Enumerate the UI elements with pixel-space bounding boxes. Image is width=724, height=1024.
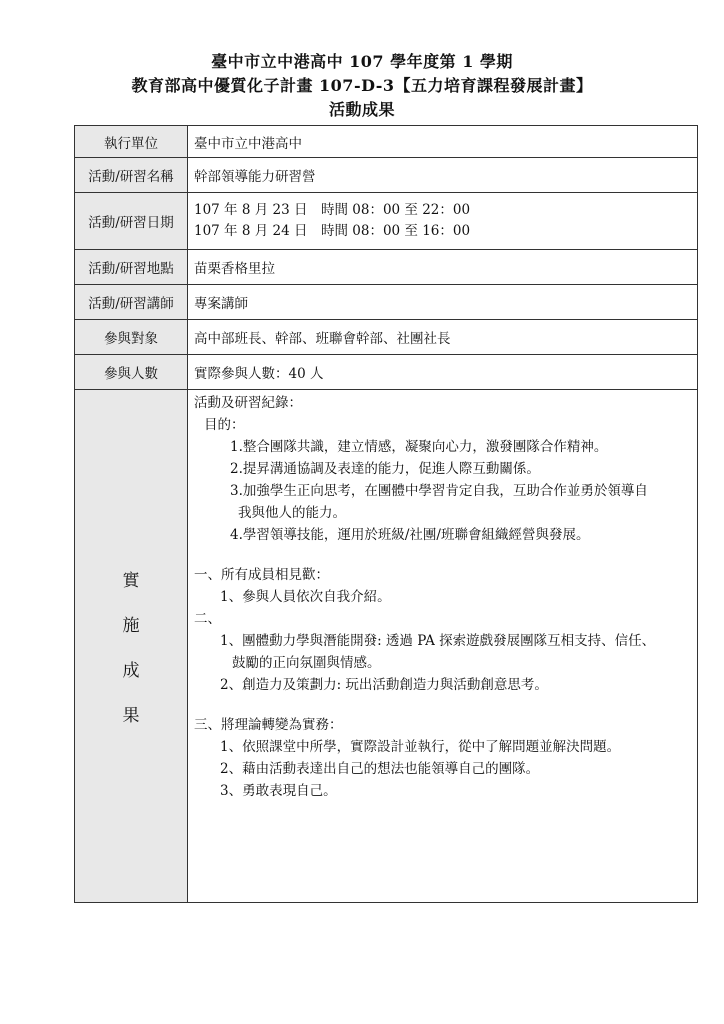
participants-target-value: 高中部班長、幹部、班聯會幹部、社團社長: [188, 320, 698, 355]
row-speaker: [75, 285, 698, 320]
activity-date-label: 活動/研習日期: [75, 193, 188, 250]
section-3-title: 三、將理論轉變為實務：: [194, 717, 343, 733]
unit-label: 執行單位: [75, 126, 188, 158]
speaker-label: 活動/研習講師: [75, 285, 188, 320]
section-3-item: 2、藉由活動表達出自己的想法也能領導自己的團隊。: [220, 761, 540, 777]
participant-count-label: 參與人數: [75, 355, 188, 390]
purpose-item-continued: 我與他人的能力。: [238, 505, 346, 521]
record-intro: 活動及研習紀錄：: [194, 395, 302, 411]
school-semester-title: 臺中市立中港高中 107 學年度第 1 學期: [211, 52, 513, 71]
unit-value: 臺中市立中港高中: [188, 126, 698, 158]
purpose-item: 2.提昇溝通協調及表達的能力，促進人際互動關係。: [230, 461, 540, 477]
activity-name-value: 幹部領導能力研習營: [188, 158, 698, 193]
results-content: [188, 390, 698, 903]
results-label-char: 施: [122, 616, 140, 636]
section-3-item: 1、依照課堂中所學，實際設計並執行，從中了解問題並解決問題。: [220, 739, 621, 755]
row-results: [75, 390, 698, 903]
activity-place-label: 活動/研習地點: [75, 250, 188, 285]
purpose-item: 1.整合團隊共識，建立情感，凝聚向心力，激發團隊合作精神。: [230, 439, 608, 455]
section-2-item: 1、團體動力學與潛能開發: 透過 PA 探索遊戲發展團隊互相支持、信任、: [220, 633, 656, 649]
row-unit: [75, 126, 698, 158]
document-header: [0, 50, 724, 122]
activity-date-value: [188, 193, 698, 250]
purpose-item: 3.加強學生正向思考，在團體中學習肯定自我，互助合作並勇於領導自: [230, 483, 648, 499]
row-activity-place: [75, 250, 698, 285]
speaker-value: 專案講師: [188, 285, 698, 320]
section-2-item: 2、創造力及策劃力: 玩出活動創造力與活動創意思考。: [220, 677, 548, 693]
purpose-title: 目的：: [204, 417, 245, 433]
results-label: [75, 390, 188, 903]
purpose-item: 4.學習領導技能，運用於班級/社團/班聯會組織經營與發展。: [230, 527, 590, 543]
results-label-char: 實: [122, 571, 140, 591]
results-label-char: 成: [122, 661, 140, 681]
report-title: 活動成果: [328, 100, 395, 119]
section-2-item-continued: 鼓勵的正向氛圍與情感。: [232, 655, 381, 671]
date-line-1: 107 年 8 月 23 日 時間 08：00 至 22：00: [194, 202, 471, 218]
row-activity-name: [75, 158, 698, 193]
activity-report-table: [74, 125, 698, 903]
section-2-title: 二、: [194, 611, 221, 627]
row-activity-date: [75, 193, 698, 250]
section-3-item: 3、勇敢表現自己。: [220, 783, 337, 799]
results-label-char: 果: [122, 706, 140, 726]
activity-name-label: 活動/研習名稱: [75, 158, 188, 193]
row-participant-count: [75, 355, 698, 390]
participant-count-value: 實際參與人數：40 人: [188, 355, 698, 390]
section-1-item: 1、參與人員依次自我介紹。: [220, 589, 391, 605]
date-line-2: 107 年 8 月 24 日 時間 08：00 至 16：00: [194, 223, 471, 239]
participants-target-label: 參與對象: [75, 320, 188, 355]
row-participants-target: [75, 320, 698, 355]
activity-place-value: 苗栗香格里拉: [188, 250, 698, 285]
section-1-title: 一、所有成員相見歡：: [194, 567, 329, 583]
program-title: 教育部高中優質化子計畫 107-D-3【五力培育課程發展計畫】: [131, 76, 593, 95]
